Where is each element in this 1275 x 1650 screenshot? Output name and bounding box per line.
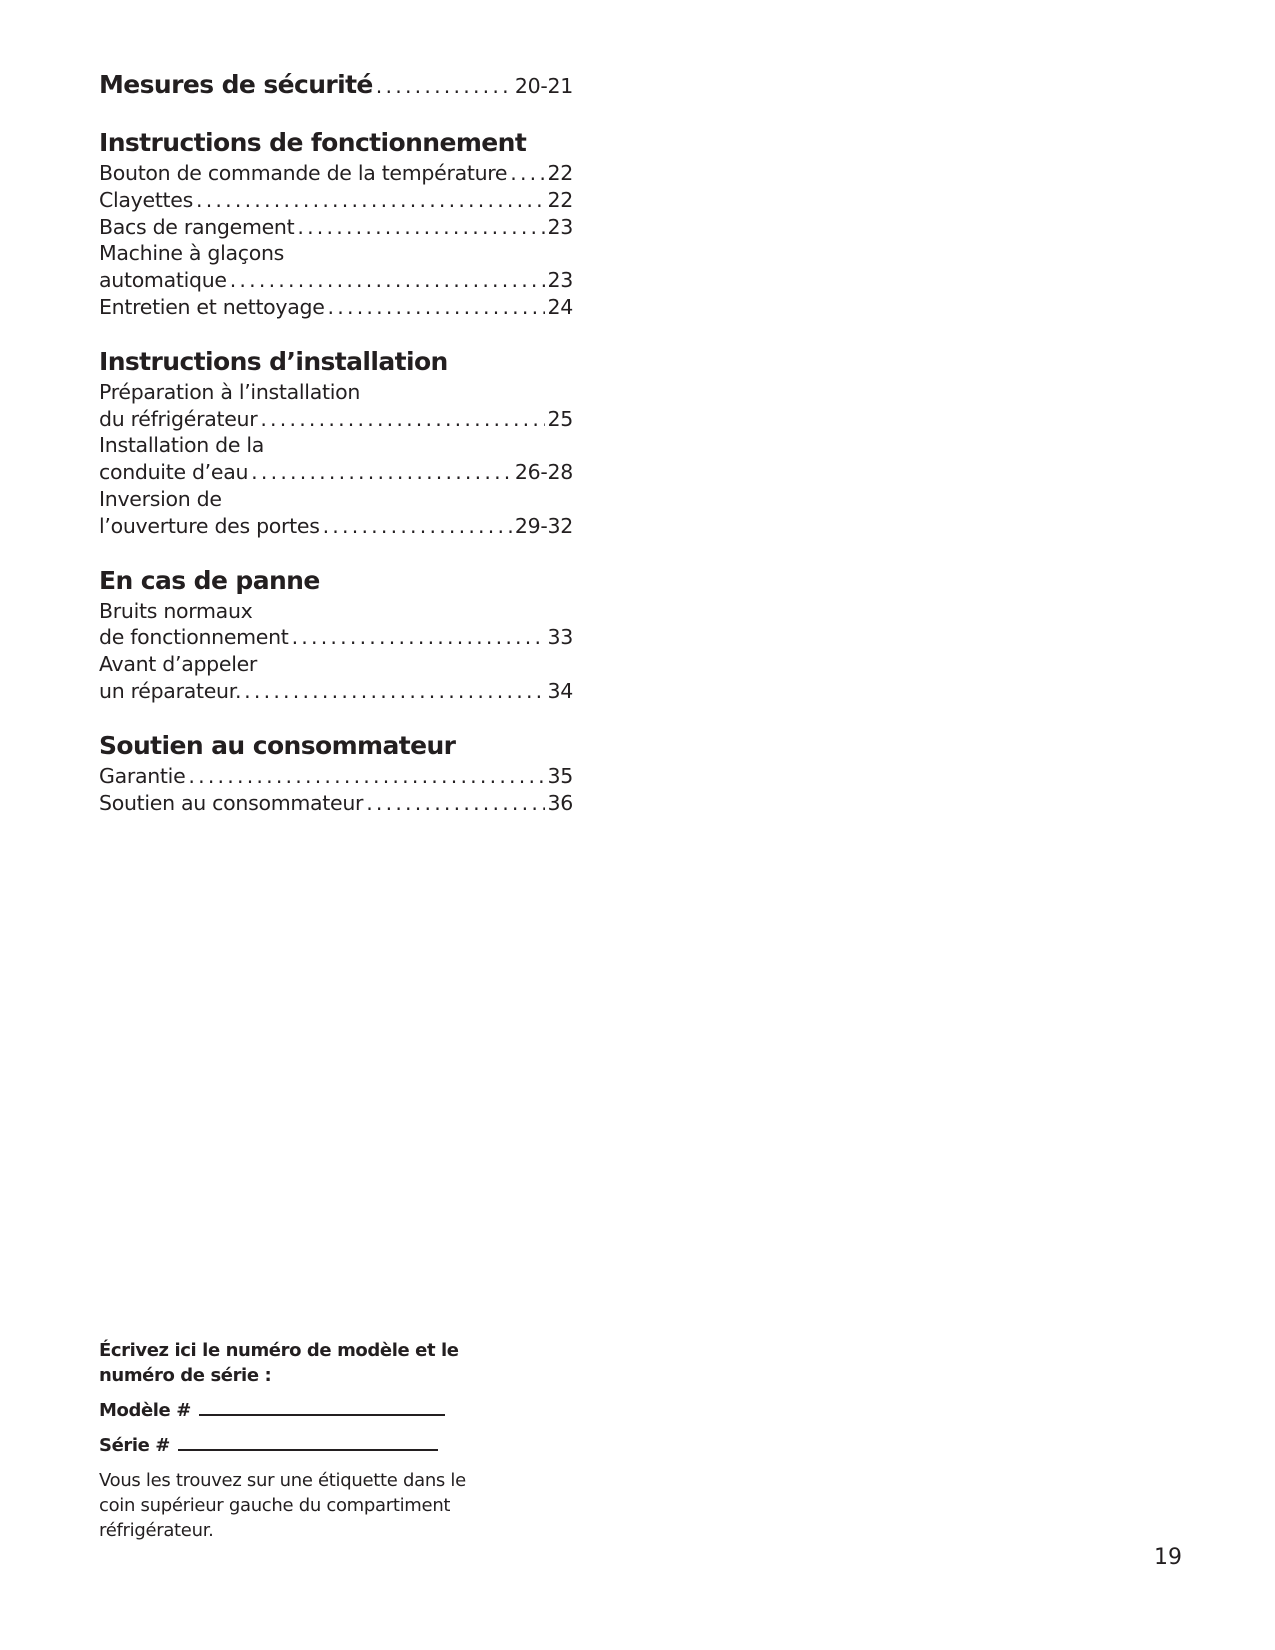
entry-text: conduite d’eau bbox=[99, 460, 249, 485]
page-ref: 23 bbox=[547, 214, 573, 239]
page-ref: 20-21 bbox=[514, 74, 573, 98]
toc-entry[interactable] bbox=[99, 678, 573, 705]
entry-text-line1: Installation de la bbox=[99, 433, 265, 458]
dot-leader bbox=[297, 214, 544, 241]
dot-leader bbox=[244, 678, 544, 705]
entry-text: Garantie bbox=[99, 763, 186, 788]
toc-entry[interactable] bbox=[99, 406, 573, 433]
entry-text-line1: Inversion de bbox=[99, 486, 222, 511]
page-ref: 34 bbox=[547, 678, 573, 703]
page-ref: 22 bbox=[547, 187, 573, 212]
dot-leader bbox=[251, 459, 512, 486]
entry-text: Bacs de rangement bbox=[99, 214, 295, 239]
section-title: Instructions d’installation bbox=[99, 346, 448, 376]
table-of-contents bbox=[99, 68, 573, 840]
dot-leader bbox=[292, 624, 545, 651]
toc-entry[interactable] bbox=[99, 513, 573, 540]
entry-text-line1: Bruits normaux bbox=[99, 598, 253, 623]
model-label: Modèle # bbox=[99, 1400, 191, 1421]
entry-text-line1: Préparation à l’installation bbox=[99, 379, 361, 404]
toc-entry[interactable] bbox=[99, 187, 573, 214]
dot-leader bbox=[366, 790, 544, 817]
dot-leader bbox=[323, 513, 512, 540]
toc-section-support bbox=[99, 729, 573, 817]
page-ref: 25 bbox=[547, 406, 573, 431]
section-title: Mesures de sécurité bbox=[99, 70, 373, 99]
entry-text: un réparateur. bbox=[99, 678, 242, 703]
section-title: Instructions de fonctionnement bbox=[99, 128, 527, 157]
toc-entry[interactable] bbox=[99, 214, 573, 241]
page-number: 19 bbox=[1154, 1545, 1182, 1570]
toc-entry[interactable] bbox=[99, 624, 573, 651]
page-ref: 26-28 bbox=[514, 460, 573, 485]
dot-leader bbox=[376, 74, 512, 98]
section-title: Soutien au consommateur bbox=[99, 730, 456, 760]
entry-text: Soutien au consommateur bbox=[99, 790, 364, 815]
toc-entry[interactable] bbox=[99, 267, 573, 294]
dot-leader bbox=[230, 267, 545, 294]
serial-label: Série # bbox=[99, 1435, 170, 1456]
page-ref: 24 bbox=[547, 294, 573, 319]
toc-entry[interactable] bbox=[99, 459, 573, 486]
page-ref: 23 bbox=[547, 268, 573, 293]
entry-text: Clayettes bbox=[99, 187, 193, 212]
entry-text: automatique bbox=[99, 268, 227, 293]
toc-entry[interactable] bbox=[99, 294, 573, 321]
serial-blank-line bbox=[178, 1433, 438, 1451]
dot-leader bbox=[260, 406, 544, 433]
model-serial-record bbox=[99, 1338, 479, 1543]
toc-section-operating bbox=[99, 126, 573, 321]
dot-leader bbox=[196, 187, 545, 214]
toc-section-troubleshooting bbox=[99, 564, 573, 705]
serial-field bbox=[99, 1433, 479, 1458]
section-title: En cas de panne bbox=[99, 565, 320, 595]
page-ref: 22 bbox=[547, 161, 573, 185]
record-intro: Écrivez ici le numéro de modèle et le numéro de série : bbox=[99, 1340, 459, 1386]
page-ref: 36 bbox=[547, 790, 573, 815]
dot-leader bbox=[188, 763, 544, 790]
toc-section-safety bbox=[99, 68, 573, 102]
model-blank-line bbox=[199, 1398, 445, 1416]
dot-leader bbox=[328, 294, 545, 321]
entry-text: Entretien et nettoyage bbox=[99, 294, 325, 319]
entry-text: du réfrigérateur bbox=[99, 406, 258, 431]
dot-leader bbox=[510, 160, 544, 187]
page-ref: 29-32 bbox=[514, 513, 573, 538]
toc-entry[interactable] bbox=[99, 763, 573, 790]
entry-text: de fonctionnement bbox=[99, 625, 289, 650]
page-ref: 35 bbox=[547, 763, 573, 788]
model-field bbox=[99, 1398, 479, 1423]
entry-text-line1: Machine à glaçons bbox=[99, 241, 285, 266]
record-note: Vous les trouvez sur une étiquette dans le coin supérieur gauche du compartiment réfrigérateur. bbox=[99, 1470, 466, 1541]
entry-text-line1: Avant d’appeler bbox=[99, 652, 258, 677]
toc-entry-safety[interactable] bbox=[99, 68, 573, 102]
entry-text: Bouton de commande de la température bbox=[99, 161, 508, 185]
entry-text: l’ouverture des portes bbox=[99, 513, 320, 538]
toc-entry[interactable] bbox=[99, 790, 573, 817]
toc-entry[interactable] bbox=[99, 160, 573, 187]
toc-section-installation bbox=[99, 345, 573, 540]
page-ref: 33 bbox=[547, 625, 573, 650]
